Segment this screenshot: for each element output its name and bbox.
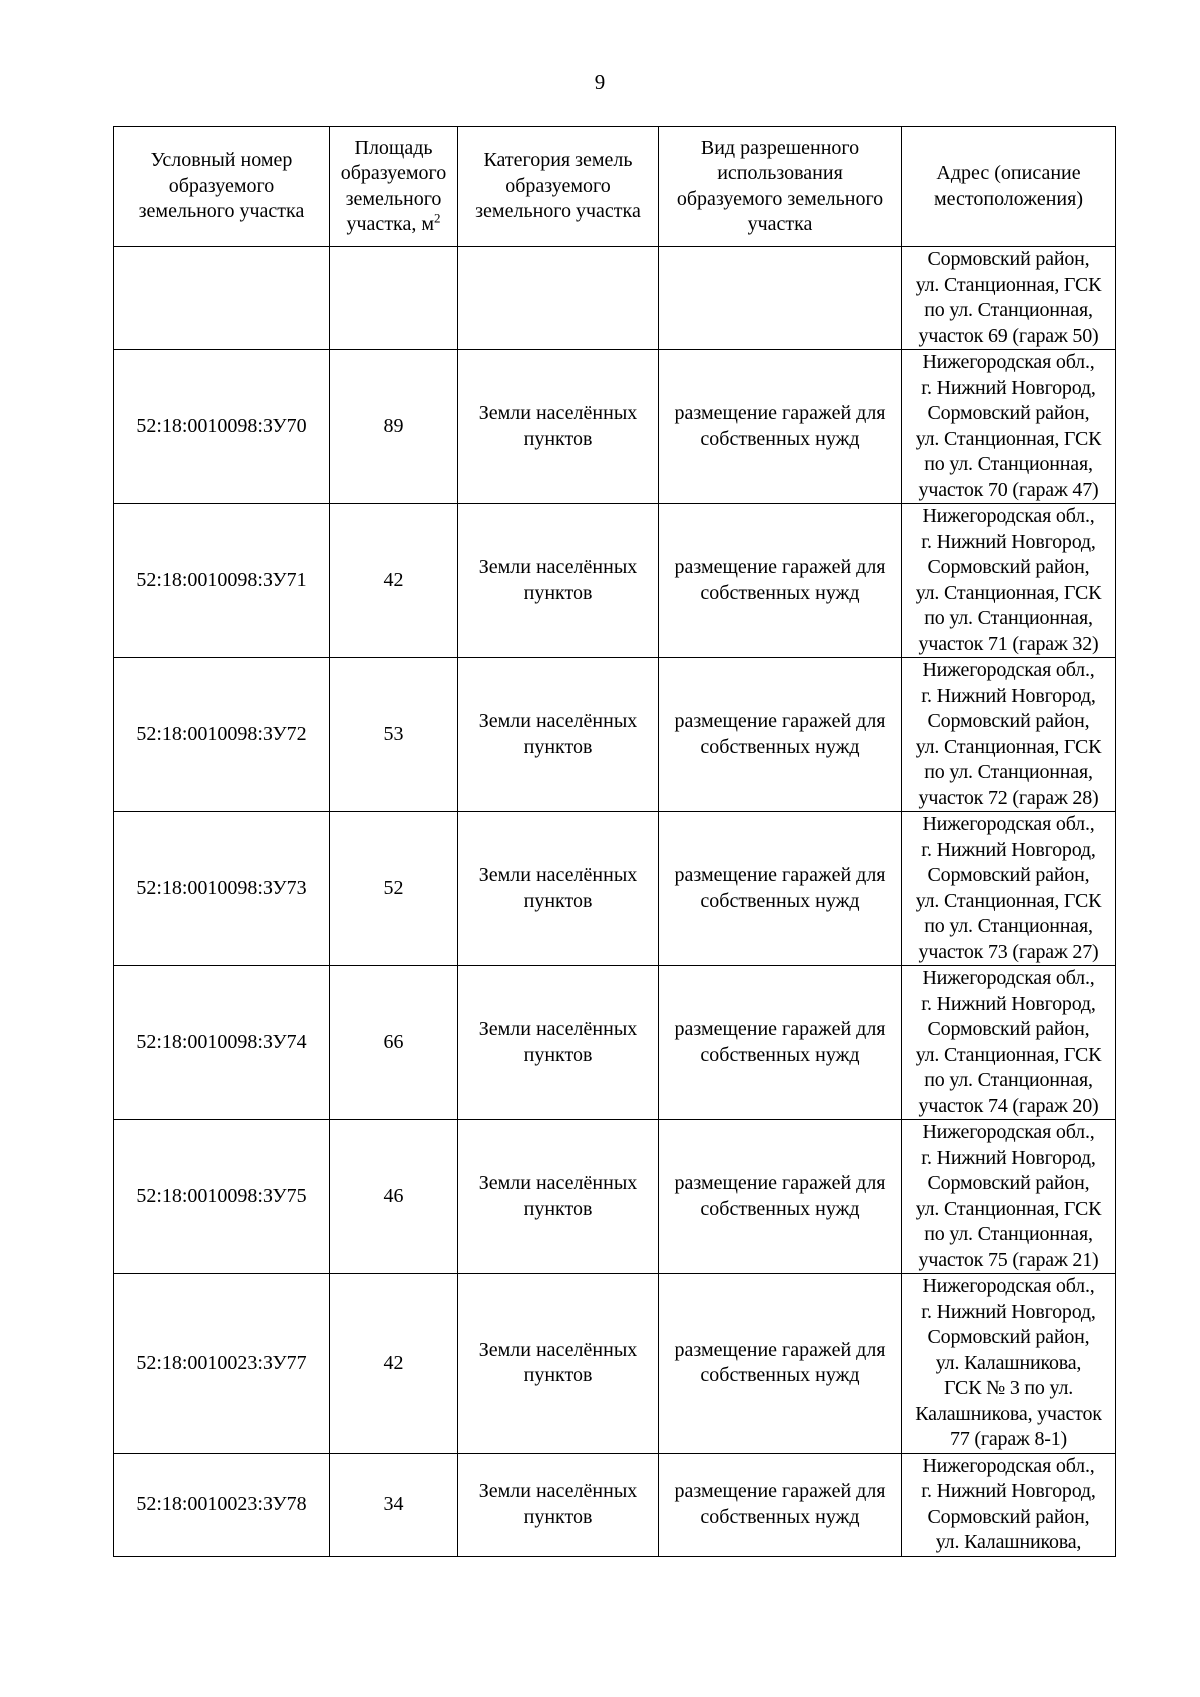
cell-plot-number: 52:18:0010098:ЗУ72 <box>114 658 330 812</box>
cell-land-category: Земли населённых пунктов <box>458 1453 659 1556</box>
table-row <box>114 658 1116 812</box>
cell-land-category: Земли населённых пунктов <box>458 504 659 658</box>
header-area: Площадь образуемого земельного участка, $м^2$ <box>330 127 458 247</box>
cell-address: Нижегородская обл., г. Нижний Новгород, Сормовский район, ул. Станционная, ГСК по ул. Станционная, участок 75 (гараж 21) <box>902 1120 1116 1274</box>
cell-plot-number: 52:18:0010098:ЗУ71 <box>114 504 330 658</box>
cell-permitted-use: размещение гаражей для собственных нужд <box>659 1453 902 1556</box>
cell-land-category: Земли населённых пунктов <box>458 1120 659 1274</box>
cell-plot-number: 52:18:0010098:ЗУ70 <box>114 350 330 504</box>
table-row <box>114 1274 1116 1454</box>
cell-permitted-use: размещение гаражей для собственных нужд <box>659 350 902 504</box>
header-plot-number: Условный номер образуемого земельного участка <box>114 127 330 247</box>
cell-land-category: Земли населённых пунктов <box>458 350 659 504</box>
cell-area: 66 <box>330 966 458 1120</box>
cell-area: 89 <box>330 350 458 504</box>
cell-address: Нижегородская обл., г. Нижний Новгород, Сормовский район, ул. Станционная, ГСК по ул. Станционная, участок 72 (гараж 28) <box>902 658 1116 812</box>
cell-area: 53 <box>330 658 458 812</box>
cell-address: Нижегородская обл., г. Нижний Новгород, Сормовский район, ул. Станционная, ГСК по ул. Станционная, участок 73 (гараж 27) <box>902 812 1116 966</box>
cell-plot-number: 52:18:0010098:ЗУ75 <box>114 1120 330 1274</box>
table-row <box>114 350 1116 504</box>
cell-address: Сормовский район, ул. Станционная, ГСК по ул. Станционная, участок 69 (гараж 50) <box>902 247 1116 350</box>
cell-permitted-use <box>659 247 902 350</box>
cell-area: 42 <box>330 504 458 658</box>
table-row-continuation <box>114 247 1116 350</box>
cell-permitted-use: размещение гаражей для собственных нужд <box>659 1120 902 1274</box>
cell-address: Нижегородская обл., г. Нижний Новгород, Сормовский район, ул. Калашникова, ГСК № 3 по ул. Калашникова, участок 77 (гараж 8-1) <box>902 1274 1116 1454</box>
table-row <box>114 504 1116 658</box>
cell-area: 52 <box>330 812 458 966</box>
cell-address: Нижегородская обл., г. Нижний Новгород, Сормовский район, ул. Калашникова, <box>902 1453 1116 1556</box>
cell-area: 46 <box>330 1120 458 1274</box>
area-unit-superscript: 2 <box>434 210 441 226</box>
table-row <box>114 1453 1116 1556</box>
cell-land-category <box>458 247 659 350</box>
land-plots-table <box>113 126 1116 1557</box>
table-row <box>114 812 1116 966</box>
cell-land-category: Земли населённых пунктов <box>458 966 659 1120</box>
page-number: 9 <box>594 70 606 94</box>
cell-permitted-use: размещение гаражей для собственных нужд <box>659 504 902 658</box>
header-address: Адрес (описание местоположения) <box>902 127 1116 247</box>
cell-plot-number: 52:18:0010023:ЗУ78 <box>114 1453 330 1556</box>
cell-plot-number: 52:18:0010023:ЗУ77 <box>114 1274 330 1454</box>
cell-permitted-use: размещение гаражей для собственных нужд <box>659 966 902 1120</box>
cell-address: Нижегородская обл., г. Нижний Новгород, Сормовский район, ул. Станционная, ГСК по ул. Станционная, участок 71 (гараж 32) <box>902 504 1116 658</box>
header-permitted-use: Вид разрешенного использования образуемого земельного участка <box>659 127 902 247</box>
cell-area <box>330 247 458 350</box>
cell-permitted-use: размещение гаражей для собственных нужд <box>659 658 902 812</box>
cell-address: Нижегородская обл., г. Нижний Новгород, Сормовский район, ул. Станционная, ГСК по ул. Станционная, участок 74 (гараж 20) <box>902 966 1116 1120</box>
table-row <box>114 966 1116 1120</box>
table-row <box>114 1120 1116 1274</box>
cell-permitted-use: размещение гаражей для собственных нужд <box>659 812 902 966</box>
cell-land-category: Земли населённых пунктов <box>458 658 659 812</box>
cell-land-category: Земли населённых пунктов <box>458 1274 659 1454</box>
header-land-category: Категория земель образуемого земельного участка <box>458 127 659 247</box>
cell-plot-number <box>114 247 330 350</box>
cell-area: 42 <box>330 1274 458 1454</box>
cell-land-category: Земли населённых пунктов <box>458 812 659 966</box>
table-header-row <box>114 127 1116 247</box>
cell-plot-number: 52:18:0010098:ЗУ73 <box>114 812 330 966</box>
cell-area: 34 <box>330 1453 458 1556</box>
cell-address: Нижегородская обл., г. Нижний Новгород, Сормовский район, ул. Станционная, ГСК по ул. Станционная, участок 70 (гараж 47) <box>902 350 1116 504</box>
cell-permitted-use: размещение гаражей для собственных нужд <box>659 1274 902 1454</box>
cell-plot-number: 52:18:0010098:ЗУ74 <box>114 966 330 1120</box>
